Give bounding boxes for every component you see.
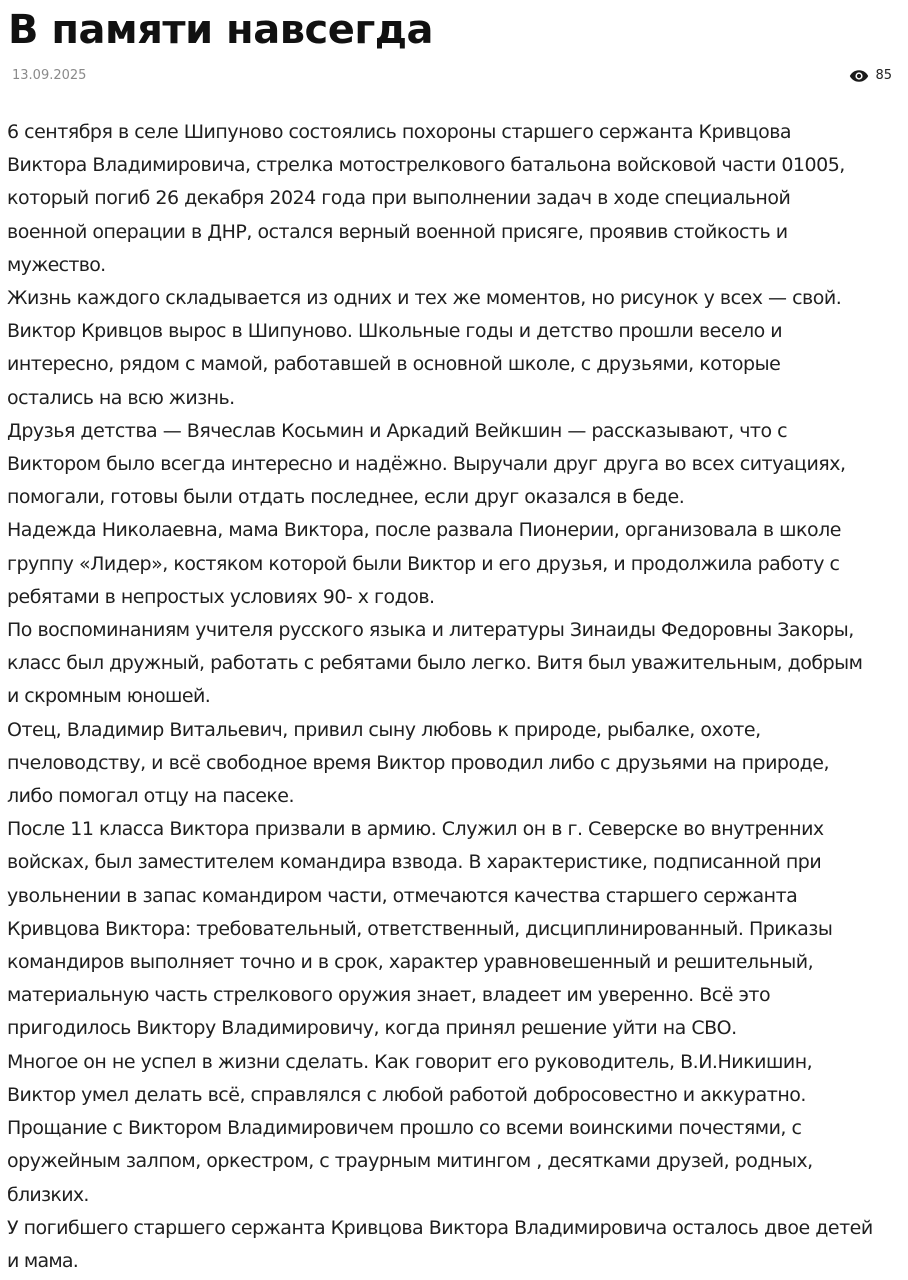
- paragraph-line: Кривцова Виктора: требовательный, ответственный, дисциплинированный. Приказы: [7, 917, 833, 940]
- paragraph: [7, 813, 907, 1045]
- paragraph-line: и мама.: [7, 1249, 79, 1272]
- paragraph-line: материальную часть стрелкового оружия знает, владеет им уверенно. Всё это: [7, 984, 771, 1007]
- views-counter: [849, 67, 892, 85]
- paragraph-line: По воспоминаниям учителя русского языка и литературы Зинаиды Федоровны Закоры,: [7, 619, 854, 642]
- article-title: В памяти навсегда: [8, 7, 434, 53]
- paragraph-line: Виктор умел делать всё, справлялся с любой работой добросовестно и аккуратно.: [7, 1083, 806, 1106]
- paragraph-line: пчеловодству, и всё свободное время Виктор проводил либо с друзьями на природе,: [7, 751, 829, 774]
- paragraph-line: Виктора Владимировича, стрелка мотострелкового батальона войсковой части 01005,: [7, 154, 845, 177]
- views-count: 85: [875, 68, 892, 83]
- publish-date: 13.09.2025: [12, 68, 87, 83]
- paragraph-line: класс был дружный, работать с ребятами было легко. Витя был уважительным, добрым: [7, 652, 863, 675]
- paragraph-line: помогали, готовы были отдать последнее, если друг оказался в беде.: [7, 486, 685, 509]
- paragraph-line: либо помогал отцу на пасеке.: [7, 785, 294, 808]
- paragraph-line: группу «Лидер», костяком которой были Виктор и его друзья, и продолжила работу с: [7, 552, 840, 575]
- paragraph-line: Виктор Кривцов вырос в Шипуново. Школьные годы и детство прошли весело и: [7, 320, 783, 343]
- paragraph: [7, 1112, 907, 1212]
- paragraph-line: Виктором было всегда интересно и надёжно. Выручали друг друга во всех ситуациях,: [7, 453, 846, 476]
- paragraph-line: После 11 класса Виктора призвали в армию. Служил он в г. Северске во внутренних: [7, 818, 824, 841]
- paragraph: [7, 1046, 907, 1112]
- paragraph-line: увольнении в запас командиром части, отмечаются качества старшего сержанта: [7, 884, 798, 907]
- paragraph-line: военной операции в ДНР, остался верный военной присяге, проявив стойкость и: [7, 220, 788, 243]
- paragraph-line: командиров выполняет точно и в срок, характер уравновешенный и решительный,: [7, 951, 814, 974]
- paragraph: [7, 714, 907, 814]
- paragraph-line: пригодилось Виктору Владимировичу, когда принял решение уйти на СВО.: [7, 1017, 737, 1040]
- article-body: [7, 116, 907, 1278]
- paragraph: [7, 1212, 907, 1278]
- paragraph: [7, 514, 907, 614]
- paragraph: [7, 415, 907, 515]
- paragraph-line: Прощание с Виктором Владимировичем прошло со всеми воинскими почестями, с: [7, 1117, 802, 1140]
- paragraph-line: войсках, был заместителем командира взвода. В характеристике, подписанной при: [7, 851, 822, 874]
- paragraph-line: который погиб 26 декабря 2024 года при выполнении задач в ходе специальной: [7, 187, 791, 210]
- paragraph-line: оружейным залпом, оркестром, с траурным митингом , десятками друзей, родных,: [7, 1150, 813, 1173]
- paragraph-line: близких.: [7, 1183, 89, 1206]
- paragraph-line: и скромным юношей.: [7, 685, 211, 708]
- paragraph-line: остались на всю жизнь.: [7, 386, 235, 409]
- paragraph-line: У погибшего старшего сержанта Кривцова Виктора Владимировича осталось двое детей: [7, 1216, 873, 1239]
- paragraph-line: 6 сентября в селе Шипуново состоялись похороны старшего сержанта Кривцова: [7, 121, 792, 143]
- paragraph-line: Надежда Николаевна, мама Виктора, после развала Пионерии, организовала в школе: [7, 519, 841, 542]
- eye-icon: [849, 69, 869, 83]
- paragraph: [7, 116, 907, 282]
- paragraph-line: Многое он не успел в жизни сделать. Как говорит его руководитель, В.И.Никишин,: [7, 1050, 813, 1073]
- paragraph-line: Отец, Владимир Витальевич, привил сыну любовь к природе, рыбалке, охоте,: [7, 718, 761, 741]
- paragraph: [7, 282, 907, 415]
- paragraph-line: ребятами в непростых условиях 90- х годов.: [7, 585, 435, 608]
- paragraph: [7, 614, 907, 714]
- paragraph-line: интересно, рядом с мамой, работавшей в основной школе, с друзьями, которые: [7, 353, 781, 376]
- paragraph-line: Друзья детства — Вячеслав Косьмин и Аркадий Вейкшин — рассказывают, что с: [7, 419, 788, 442]
- paragraph-line: мужество.: [7, 253, 106, 276]
- paragraph-line: Жизнь каждого складывается из одних и тех же моментов, но рисунок у всех — свой.: [7, 287, 842, 310]
